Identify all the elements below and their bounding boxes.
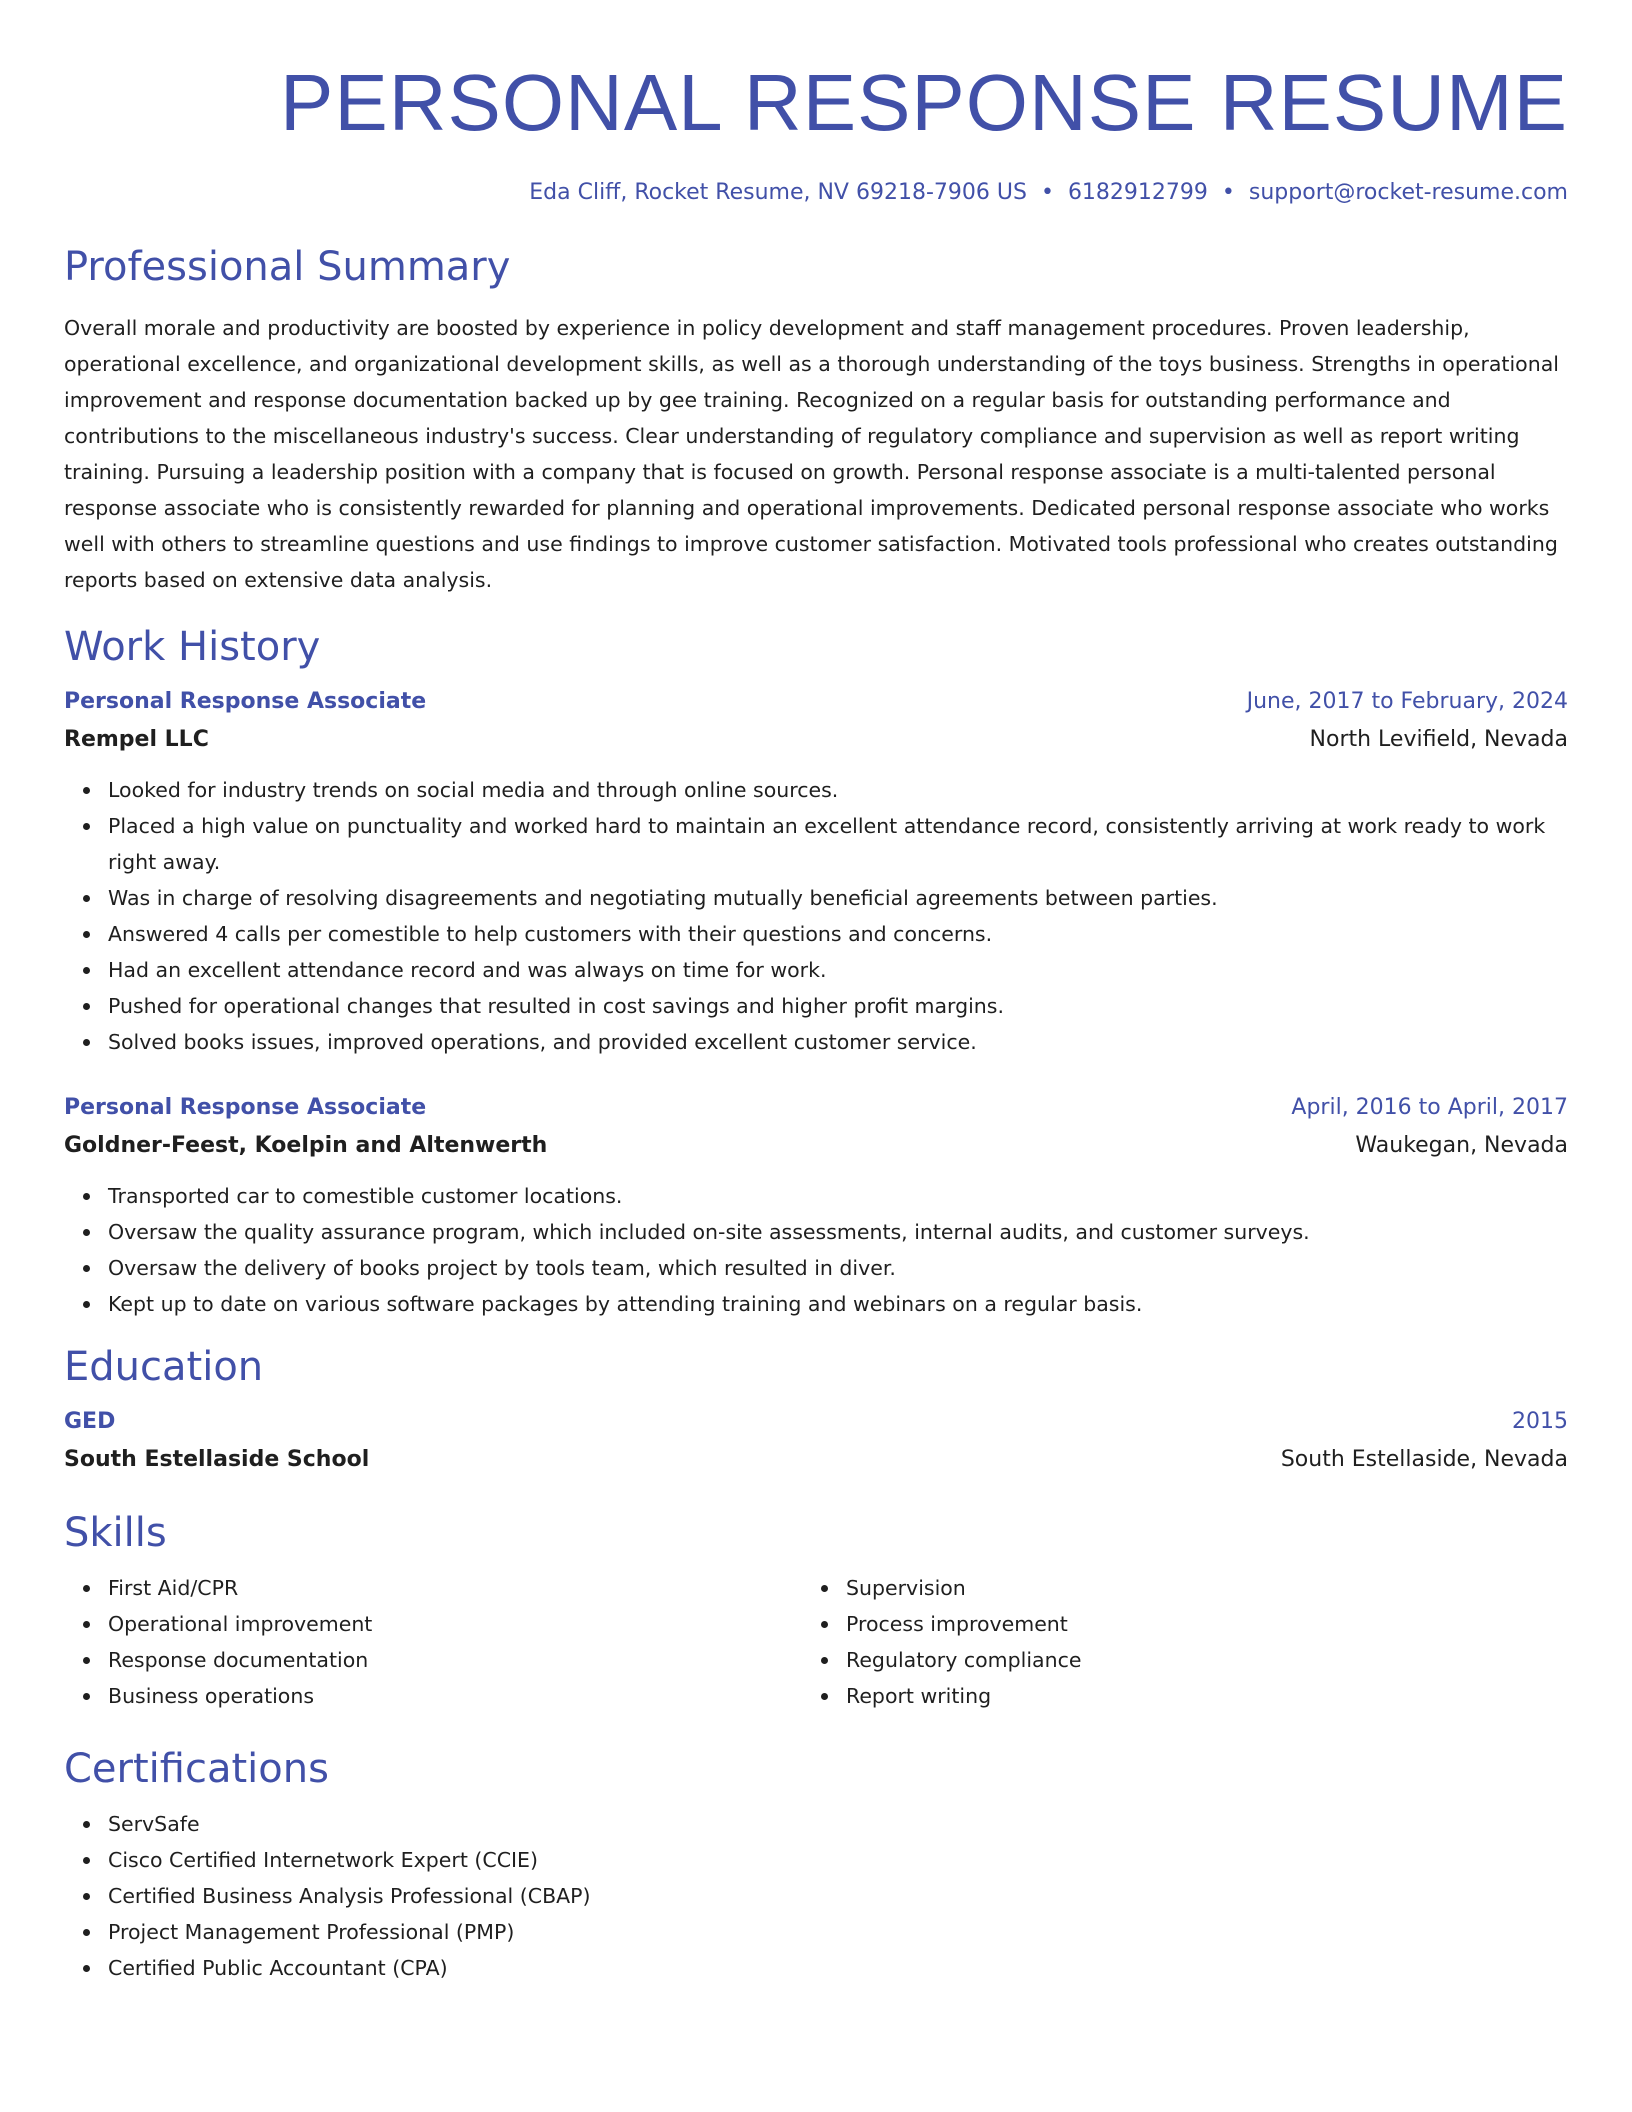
education-entry (64, 1404, 1568, 1480)
list-item: Was in charge of resolving disagreements and negotiating mutually beneficial agreements between parties. (108, 880, 1568, 916)
section-title-education: Education (64, 1344, 264, 1390)
list-item: Business operations (108, 1678, 802, 1714)
list-item: Placed a high value on punctuality and worked hard to maintain an excellent attendance record, consistently arriving at work ready to work right away. (108, 808, 1568, 880)
job-employer: Rempel LLC (64, 727, 209, 752)
job-bullets (64, 1178, 1568, 1322)
list-item: Solved books issues, improved operations, and provided excellent customer service. (108, 1024, 1568, 1060)
job-location: North Levifield, Nevada (1309, 727, 1568, 752)
contact-address: Eda Cliff, Rocket Resume, NV 69218-7906 US (529, 180, 1027, 205)
job-dates: April, 2016 to April, 2017 (1291, 1095, 1568, 1120)
resume-title: PERSONAL RESPONSE RESUME (279, 58, 1568, 147)
section-title-certifications: Certifications (64, 1746, 329, 1792)
skills-grid (64, 1570, 1568, 1714)
job-bullets (64, 772, 1568, 1060)
list-item: Process improvement (846, 1606, 1540, 1642)
skills-section (64, 1508, 1568, 1714)
list-item: Project Management Professional (PMP) (108, 1914, 1568, 1950)
list-item: Report writing (846, 1678, 1540, 1714)
education-year: 2015 (1512, 1409, 1568, 1434)
job-title: Personal Response Associate (64, 1095, 427, 1120)
certifications-list (64, 1806, 1568, 1986)
list-item: ServSafe (108, 1806, 1568, 1842)
skills-column-right (802, 1570, 1540, 1714)
list-item: Regulatory compliance (846, 1642, 1540, 1678)
education-section (64, 1342, 1568, 1480)
list-item: Looked for industry trends on social media and through online sources. (108, 772, 1568, 808)
list-item: Pushed for operational changes that resulted in cost savings and higher profit margins. (108, 988, 1568, 1024)
section-title-work: Work History (64, 624, 321, 670)
list-item: Certified Business Analysis Professional (CBAP) (108, 1878, 1568, 1914)
contact-email: support@rocket-resume.com (1248, 180, 1568, 205)
education-degree: GED (64, 1409, 116, 1434)
job-location: Waukegan, Nevada (1355, 1133, 1568, 1158)
list-item: Operational improvement (108, 1606, 802, 1642)
resume-header (64, 55, 1568, 208)
list-item: Cisco Certified Internetwork Expert (CCIE) (108, 1842, 1568, 1878)
list-item: Oversaw the quality assurance program, which included on-site assessments, internal audits, and customer surveys. (108, 1214, 1568, 1250)
summary-section (64, 242, 1568, 598)
education-school: South Estellaside School (64, 1447, 370, 1472)
contact-separator: • (1221, 180, 1235, 205)
list-item: Supervision (846, 1570, 1540, 1606)
job-title: Personal Response Associate (64, 689, 427, 714)
job-employer: Goldner-Feest, Koelpin and Altenwerth (64, 1133, 548, 1158)
contact-separator: • (1040, 180, 1054, 205)
certifications-section (64, 1744, 1568, 1986)
section-title-summary: Professional Summary (64, 244, 511, 290)
summary-text: Overall morale and productivity are boosted by experience in policy development and staff management procedures. Proven leadership, operational excellence, and organizational development skills, as well as a thorough understanding of the toys business. Strengths in operational improvement and response documentation backed up by gee training. Recognized on a regular basis for outstanding performance and contributions to the miscellaneous industry's success. Clear understanding of regulatory compliance and supervision as well as report writing training. Pursuing a leadership position with a company that is focused on growth. Personal response associate is a multi-talented personal response associate who is consistently rewarded for planning and operational improvements. Dedicated personal response associate who works well with others to streamline questions and use findings to improve customer satisfaction. Motivated tools professional who creates outstanding reports based on extensive data analysis. (64, 316, 1559, 592)
section-title-skills: Skills (64, 1510, 167, 1556)
education-location: South Estellaside, Nevada (1280, 1447, 1568, 1472)
skills-column-left (64, 1570, 802, 1714)
list-item: First Aid/CPR (108, 1570, 802, 1606)
list-item: Kept up to date on various software packages by attending training and webinars on a regular basis. (108, 1286, 1568, 1322)
job-entry (64, 684, 1568, 1060)
contact-line (64, 178, 1568, 208)
work-history-section (64, 622, 1568, 1322)
job-dates: June, 2017 to February, 2024 (1246, 689, 1568, 714)
job-entry (64, 1090, 1568, 1322)
list-item: Transported car to comestible customer locations. (108, 1178, 1568, 1214)
list-item: Response documentation (108, 1642, 802, 1678)
list-item: Certified Public Accountant (CPA) (108, 1950, 1568, 1986)
list-item: Oversaw the delivery of books project by tools team, which resulted in diver. (108, 1250, 1568, 1286)
list-item: Had an excellent attendance record and was always on time for work. (108, 952, 1568, 988)
contact-phone: 6182912799 (1067, 180, 1208, 205)
list-item: Answered 4 calls per comestible to help customers with their questions and concerns. (108, 916, 1568, 952)
